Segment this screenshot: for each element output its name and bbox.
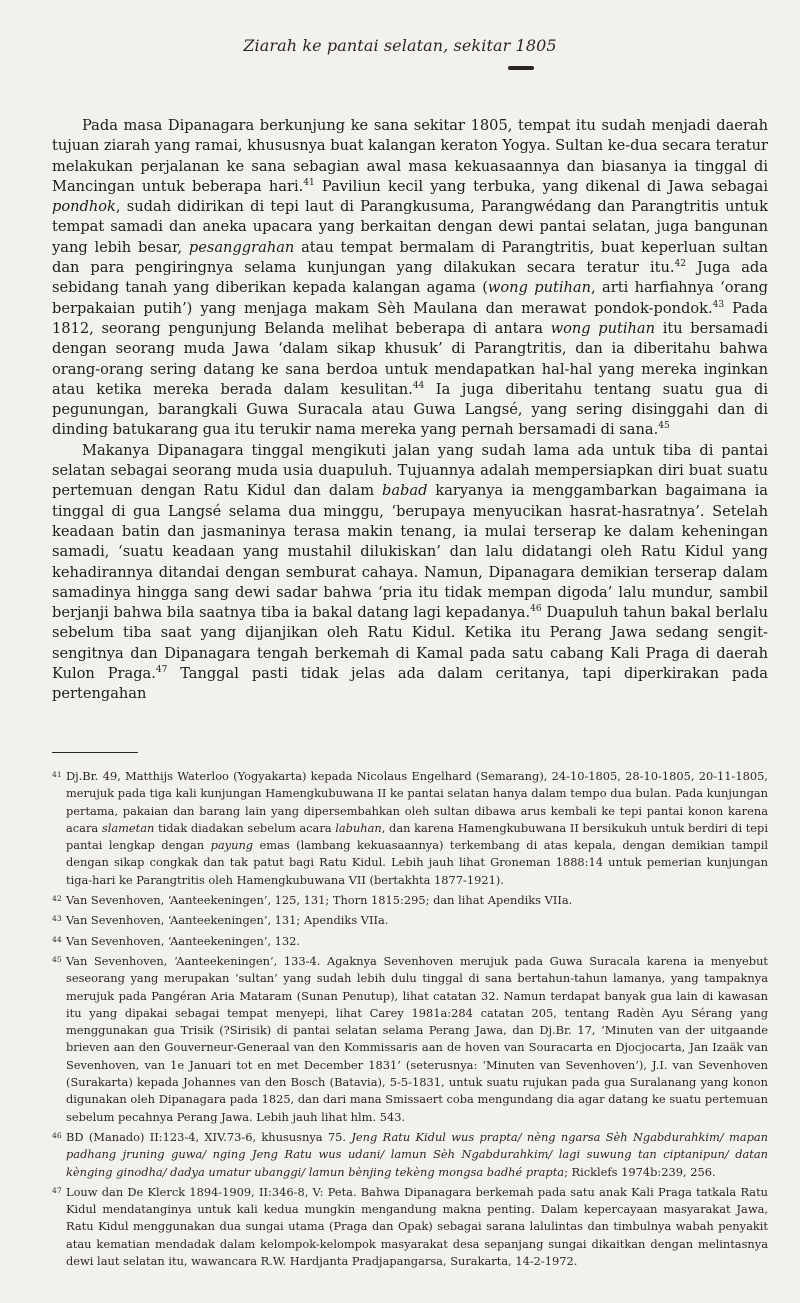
text-run: Dj.Br. 49, Matthijs Waterloo (Yogyakarta) kepada Nicolaus Engelhard (Semarang), 24-10-1805, 28-10-1805, 20-11-1805, merujuk pada tiga kali kunjungan Hamengkubuwana II ke pantai selatan hanya dalam tempo dua bulan. Pada kunjungan pertama, pakaian dan barang lain yang dipersembahkan oleh sultan dibawa arus kembali ke tepi pantai konon karena acara	[66, 769, 768, 835]
text-run: Van Sevenhoven, ‘Aanteekeningen’, 132.	[66, 933, 301, 948]
footnote	[52, 892, 768, 909]
text-run: Juga ada sebidang tanah yang diberikan kepada kalangan agama (	[52, 259, 768, 297]
text-run: Louw dan De Klerck 1894-1909, II:346-8, V: Peta. Bahwa Dipanagara berkemah pada satu anak Kali Praga tatkala Ratu Kidul mendatanginya untuk kali kedua mungkin mengandung makna penting. Dalam kepercayaan masyarakat Jawa, Ratu Kidul menggunakan dua sungai utama (Praga dan Opak) sebagai sarana lalulintas dan timbulnya wabah penyakit atau kematian mendadak dalam kelompok-kelompok masyarakat desa sepanjang sungai dikaitkan dengan melintasnya dewi laut selatan itu, wawancara R.W. Hardjanta Pradjapangarsa, Surakarta, 14-2-1972.	[66, 1184, 768, 1269]
text-run: Pada masa Dipanagara berkunjung ke sana sekitar 1805, tempat itu sudah menjadi daerah tujuan ziarah yang ramai, khususnya buat kalangan keraton Yogya. Sultan ke-dua secara teratur melakukan perjalanan ke sana sebagian awal masa kekuasaannya dan biasanya ia tinggal di Mancingan untuk beberapa hari.	[52, 117, 768, 195]
running-head: Ziarah ke pantai selatan, sekitar 1805	[243, 36, 557, 55]
text-run: ; Ricklefs 1974b:239, 256.	[564, 1164, 716, 1179]
italic-term: babad	[382, 482, 428, 500]
text-run: , arti harfiahnya ‘orang berpakaian putih’) yang menjaga makam Sèh Maulana dan merawat pondok-pondok.	[52, 279, 769, 317]
text-run: Pada 1812, seorang pengunjung Belanda melihat beberapa di antara	[52, 299, 768, 337]
italic-term: slametan	[101, 820, 155, 835]
text-run: , sudah didirikan di tepi laut di Parangkusuma, Parangwédang dan Parangtritis untuk tempat samadi dan aneka upacara yang berkaitan dengan dewi pantai selatan, juga bangunan yang lebih besar,	[52, 198, 768, 256]
italic-term: labuhan	[335, 820, 382, 835]
text-run: Tanggal pasti tidak jelas ada dalam ceritanya, tapi diperkirakan pada pertengahan	[52, 665, 768, 703]
footnote-number: 45	[52, 954, 62, 964]
italic-term: Jeng Ratu Kidul wus prapta/ nèng ngarsa Sèh Ngabdurahkim/ mapan padhang jruning guwa/ nging Jeng Ratu wus udani/ lamun Sèh Ngabdurahkim/ lagi suwung tan ciptanipun/ datan kènging ginodha/ dadya umatur ubanggi/ lamun bènjing tekèng mongsa badhé prapta	[66, 1129, 769, 1179]
text-run: atau tempat bermalam di Parangtritis, buat keperluan sultan dan para pengiringnya selama kunjungan yang dilakukan secara teratur itu.	[52, 238, 768, 277]
footnote-number: 44	[52, 934, 62, 944]
footnote	[52, 933, 768, 950]
italic-term: wong putihan	[487, 279, 592, 297]
text-run: tidak diadakan sebelum acara	[154, 820, 336, 835]
footnote	[52, 1129, 768, 1181]
text-run: itu bersamadi dengan seorang muda Jawa ‘dalam sikap khusuk’ di Parangtritis, dan ia diberitahu bahwa orang-orang sering datang ke sana berdoa untuk mendapatkan hal-hal yang mereka inginkan atau ketika mereka berada dalam kesulitan.	[52, 319, 768, 398]
italic-term: pesanggrahan	[188, 238, 295, 256]
footnotes	[52, 768, 768, 1273]
text-run: Van Sevenhoven, ‘Aanteekeningen’, 133-4. Agaknya Sevenhoven merujuk pada Guwa Suracala karena ia menyebut seseorang yang merupakan ‘sultan’ yang sudah lebih dulu tinggal di sana bertahun-tahun lamanya, yang tampaknya merujuk pada Pangéran Aria Mataram (Sunan Penutup), lihat catatan 32. Namun terdapat banyak gua lain di kawasan itu yang dipakai sebagai tempat menyepi, lihat Carey 1981a:284 catatan 205, tentang Radèn Ayu Sérang yang menggunakan gua Trisik (?Sirisik) di pantai selatan selama Perang Jawa, dan Dj.Br. 17, ‘Minuten van der uitgaande brieven aan den Gouverneur-Generaal van den Kommissaris aan de hoven van Souracarta en Djocjocarta, Jan Izaäk van Sevenhoven, van 1e Januari tot en met December 1831’ (seterusnya: ‘Minuten van Sevenhoven’), J.I. van Sevenhoven (Surakarta) kepada Johannes van den Bosch (Batavia), 5-5-1831, untuk suatu rujukan pada gua Suralanang yang konon digunakan oleh Dipanagara pada 1825, dan dari mana Smissaert coba mengundang dia agar datang ke suatu pertemuan sebelum pecahnya Perang Jawa. Lebih jauh lihat hlm. 543.	[66, 953, 768, 1124]
text-run: karyanya ia menggambarkan bagaimana ia tinggal di gua Langsé selama dua minggu, ‘berupaya menyucikan hasrat-hasratnya’. Setelah keadaan batin dan jasmaninya terasa makin tenang, ia mulai terserap ke dalam keheningan samadi, ‘suatu keadaan yang mustahil dilukiskan’ dan lalu didatangi oleh Ratu Kidul yang kehadirannya ditandai dengan semburat cahaya. Namun, Dipanagara demikian terserap dalam samadinya hingga sang dewi sadar bahwa ‘pria itu tidak mempan digoda’ lalu mundur, sambil berjanji bahwa bila saatnya tiba ia bakal datang lagi kepadanya.	[52, 482, 768, 622]
text-run: Van Sevenhoven, ‘Aanteekeningen’, 125, 131; Thorn 1815:295; dan lihat Apendiks VIIa.	[66, 893, 573, 908]
footnote-number: 41	[52, 770, 62, 779]
ornament-mark	[508, 66, 534, 70]
text-run: Paviliun kecil yang terbuka, yang dikenal di Jawa sebagai	[314, 177, 768, 195]
italic-term: payung	[210, 838, 254, 853]
text-run: emas (lambang kekuasaannya) terkembang di atas kepala, dengan demikian tampil dengan sikap congkak dan tak patut bagi Ratu Kidul. Lebih jauh lihat Groneman 1888:14 untuk pemerian kunjungan tiga-hari ke Parangtritis oleh Hamengkubuwana VII (bertakhta 1877-1921).	[66, 838, 768, 887]
footnote	[52, 1184, 768, 1270]
footnote-divider	[52, 752, 138, 753]
text-run: Duapuluh tahun bakal berlalu sebelum tiba saat yang dijanjikan oleh Ratu Kidul. Ketika itu Perang Jawa sedang sengit-sengitnya dan Dipanagara tengah berkemah di Kamal pada satu cabang Kali Praga di daerah Kulon Praga.	[52, 604, 768, 683]
footnote-ref: 47	[155, 665, 168, 676]
footnote-ref: 43	[712, 299, 725, 310]
footnote-ref: 44	[412, 381, 425, 391]
footnote-ref: 46	[530, 604, 542, 615]
italic-term: wong putihan	[550, 319, 656, 337]
paragraph	[52, 441, 768, 705]
footnote	[52, 912, 768, 929]
italic-term: pondhok	[52, 198, 116, 216]
footnote-ref: 41	[303, 178, 315, 189]
footnote-ref: 45	[658, 421, 670, 432]
footnote-number: 42	[52, 894, 62, 904]
body-text	[52, 116, 768, 705]
footnote	[52, 953, 768, 1126]
footnote-ref: 42	[674, 259, 686, 270]
footnote-number: 47	[52, 1185, 62, 1195]
text-run: Ia juga diberitahu tentang suatu gua di pegunungan, barangkali Guwa Suracala atau Guwa Langsé, yang sering disinggahi dan di dinding batukarang gua itu terukir nama mereka yang pernah bersamadi di sana.	[52, 380, 768, 439]
footnote-number: 46	[52, 1130, 62, 1140]
text-run: , dan karena Hamengkubuwana II bersikukuh untuk berdiri di tepi pantai lengkap dengan	[66, 820, 768, 853]
text-run: BD (Manado) II:123-4, XIV.73-6, khususnya 75.	[66, 1129, 352, 1144]
footnote-number: 43	[52, 914, 62, 924]
text-run: Van Sevenhoven, ‘Aanteekeningen’, 131; Apendiks VIIa.	[66, 913, 389, 928]
paragraph	[52, 116, 768, 441]
text-run: Makanya Dipanagara tinggal mengikuti jalan yang sudah lama ada untuk tiba di pantai selatan sebagai seorang muda usia duapuluh. Tujuannya adalah mempersiapkan diri buat suatu pertemuan dengan Ratu Kidul dan dalam	[52, 441, 768, 500]
footnote	[52, 768, 768, 889]
